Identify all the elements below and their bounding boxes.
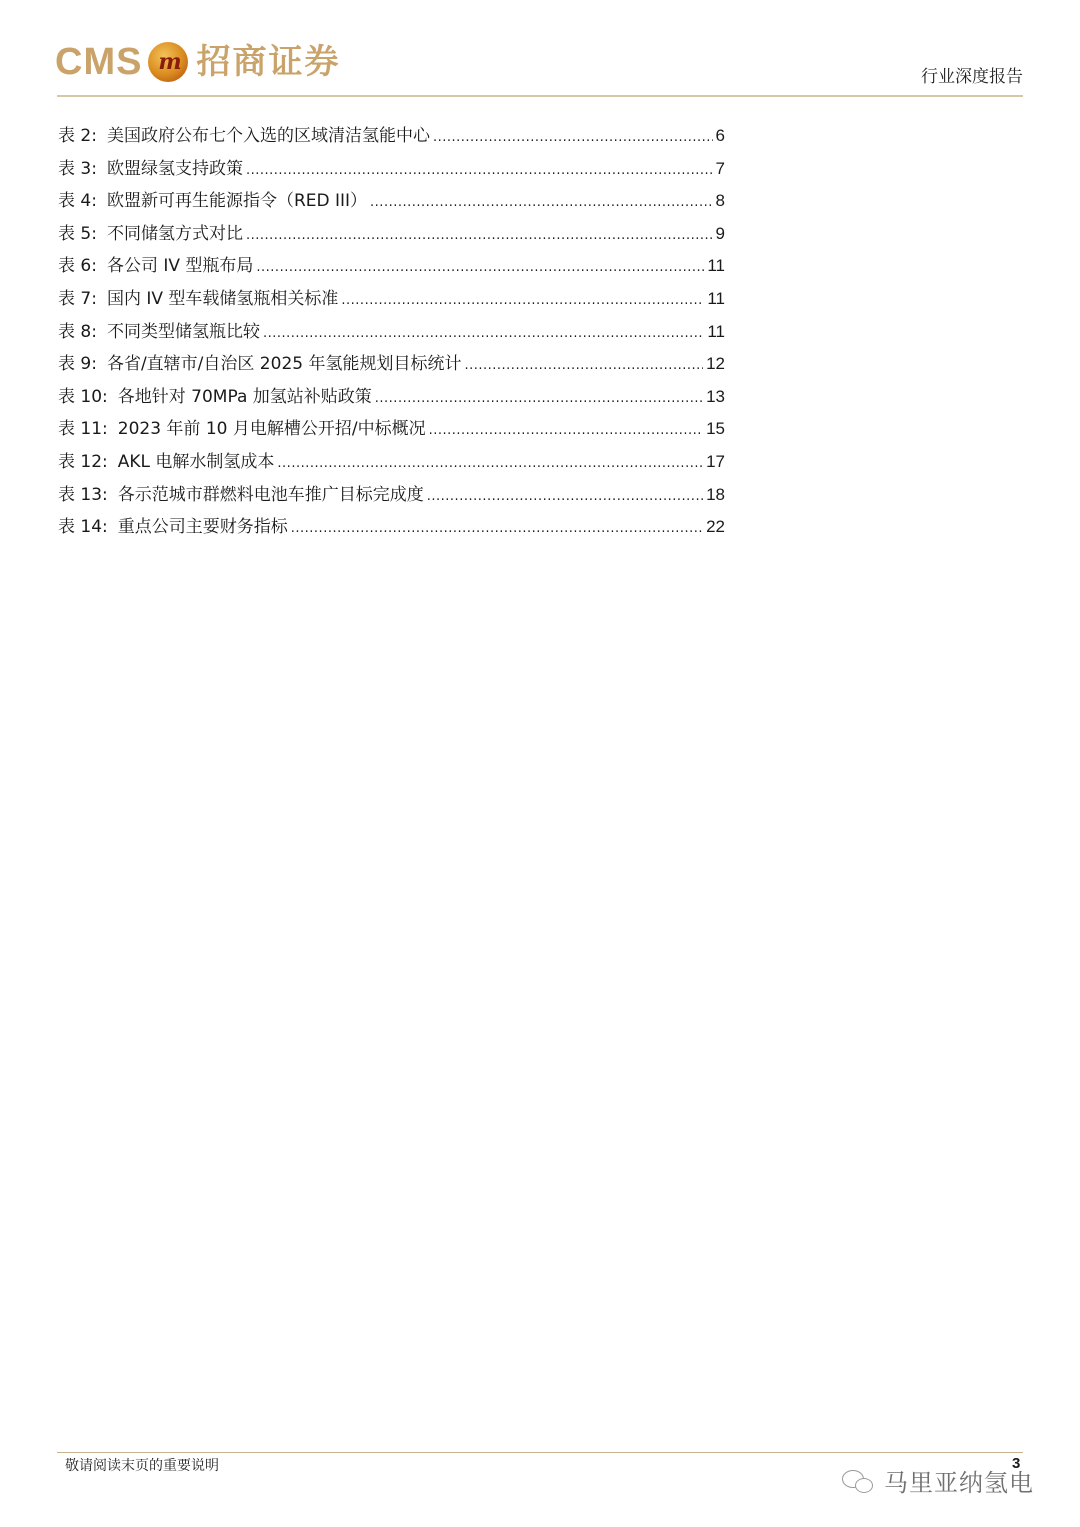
toc-entry[interactable] (58, 154, 725, 187)
toc-leader-dots (375, 384, 703, 414)
toc-leader-dots (429, 416, 703, 446)
toc-entry-title: 国内 IV 型车载储氢瓶相关标准 (106, 288, 339, 309)
footer-divider (57, 1452, 1023, 1453)
toc-leader-dots (370, 188, 712, 218)
toc-entry[interactable] (58, 382, 725, 415)
toc-entry-page: 11 (707, 321, 725, 341)
toc-leader-dots (464, 351, 703, 381)
disclaimer-note: 敬请阅读末页的重要说明 (65, 1458, 219, 1474)
toc-entry-page: 7 (715, 158, 725, 178)
toc-entry-label: 表 11: (58, 419, 108, 440)
toc-entry-label: 表 4: (58, 191, 97, 212)
toc-entry-title: AKL 电解水制氢成本 (117, 451, 275, 472)
toc-leader-dots (291, 514, 703, 544)
toc-entry-title: 不同类型储氢瓶比较 (106, 321, 260, 342)
page-header (0, 0, 1080, 100)
toc-entry-label: 表 13: (58, 484, 108, 505)
toc-entry-label: 表 8: (58, 321, 97, 342)
toc-entry-title: 美国政府公布七个入选的区域清洁氢能中心 (106, 126, 430, 146)
toc-entry[interactable] (58, 317, 725, 350)
toc-entry[interactable] (58, 251, 725, 284)
toc-entry-label: 表 7: (58, 288, 97, 309)
toc-entry-title: 各公司 IV 型瓶布局 (106, 256, 254, 277)
toc-leader-dots (263, 319, 704, 349)
watermark (840, 1463, 1034, 1498)
toc-entry[interactable] (58, 186, 725, 219)
toc-entry-label: 表 9: (58, 354, 97, 375)
table-of-contents (58, 121, 725, 545)
watermark-text: 马里亚纳氢电 (884, 1469, 1034, 1497)
toc-entry-title: 重点公司主要财务指标 (117, 517, 288, 538)
logo-chinese-text: 招商证券 (196, 42, 341, 82)
toc-entry-label: 表 12: (58, 451, 108, 472)
toc-leader-dots (277, 449, 703, 479)
page-number: 3 (1012, 1455, 1021, 1472)
toc-entry-title: 各地针对 70MPa 加氢站补贴政策 (117, 386, 372, 407)
toc-entry[interactable] (58, 284, 725, 317)
toc-leader-dots (256, 253, 704, 283)
logo-emblem-icon: m (148, 42, 188, 82)
toc-entry-title: 2023 年前 10 月电解槽公开招/中标概况 (117, 419, 426, 440)
toc-leader-dots (341, 286, 704, 316)
toc-entry[interactable] (58, 447, 725, 480)
logo-latin-text: CMS (55, 41, 143, 83)
toc-leader-dots (427, 482, 703, 512)
toc-entry-page: 18 (706, 484, 725, 504)
toc-entry-title: 不同储氢方式对比 (106, 223, 243, 244)
toc-entry[interactable] (58, 219, 725, 252)
report-type-label: 行业深度报告 (921, 67, 1023, 87)
toc-leader-dots (433, 123, 713, 153)
toc-entry-page: 11 (707, 288, 725, 308)
toc-entry-page: 17 (706, 451, 725, 471)
toc-entry-page: 9 (715, 223, 725, 243)
wechat-icon (840, 1466, 876, 1496)
toc-entry-page: 12 (706, 354, 725, 374)
toc-entry-title: 欧盟绿氢支持政策 (106, 158, 243, 179)
toc-entry-page: 8 (715, 191, 725, 211)
toc-entry-page: 6 (715, 126, 725, 145)
toc-entry-label: 表 14: (58, 517, 108, 538)
toc-entry[interactable] (58, 512, 725, 545)
toc-entry[interactable] (58, 414, 725, 447)
toc-entry-label: 表 3: (58, 158, 97, 179)
toc-entry-title: 各省/直辖市/自治区 2025 年氢能规划目标统计 (106, 354, 462, 375)
toc-entry-label: 表 6: (58, 256, 97, 277)
toc-entry-title: 欧盟新可再生能源指令（RED III） (106, 191, 368, 212)
toc-entry-label: 表 10: (58, 386, 108, 407)
toc-entry[interactable] (58, 480, 725, 513)
toc-entry-label: 表 2: (58, 126, 97, 146)
toc-entry-label: 表 5: (58, 223, 97, 244)
header-divider (57, 95, 1023, 97)
toc-leader-dots (246, 221, 713, 251)
toc-entry-title: 各示范城市群燃料电池车推广目标完成度 (117, 484, 424, 505)
toc-entry[interactable] (58, 349, 725, 382)
toc-entry-page: 15 (706, 419, 725, 439)
toc-entry-page: 13 (706, 386, 725, 406)
toc-entry-page: 22 (706, 517, 725, 537)
toc-leader-dots (246, 156, 713, 186)
cms-logo (55, 38, 340, 86)
toc-entry-page: 11 (707, 256, 725, 276)
toc-entry[interactable] (58, 121, 725, 154)
